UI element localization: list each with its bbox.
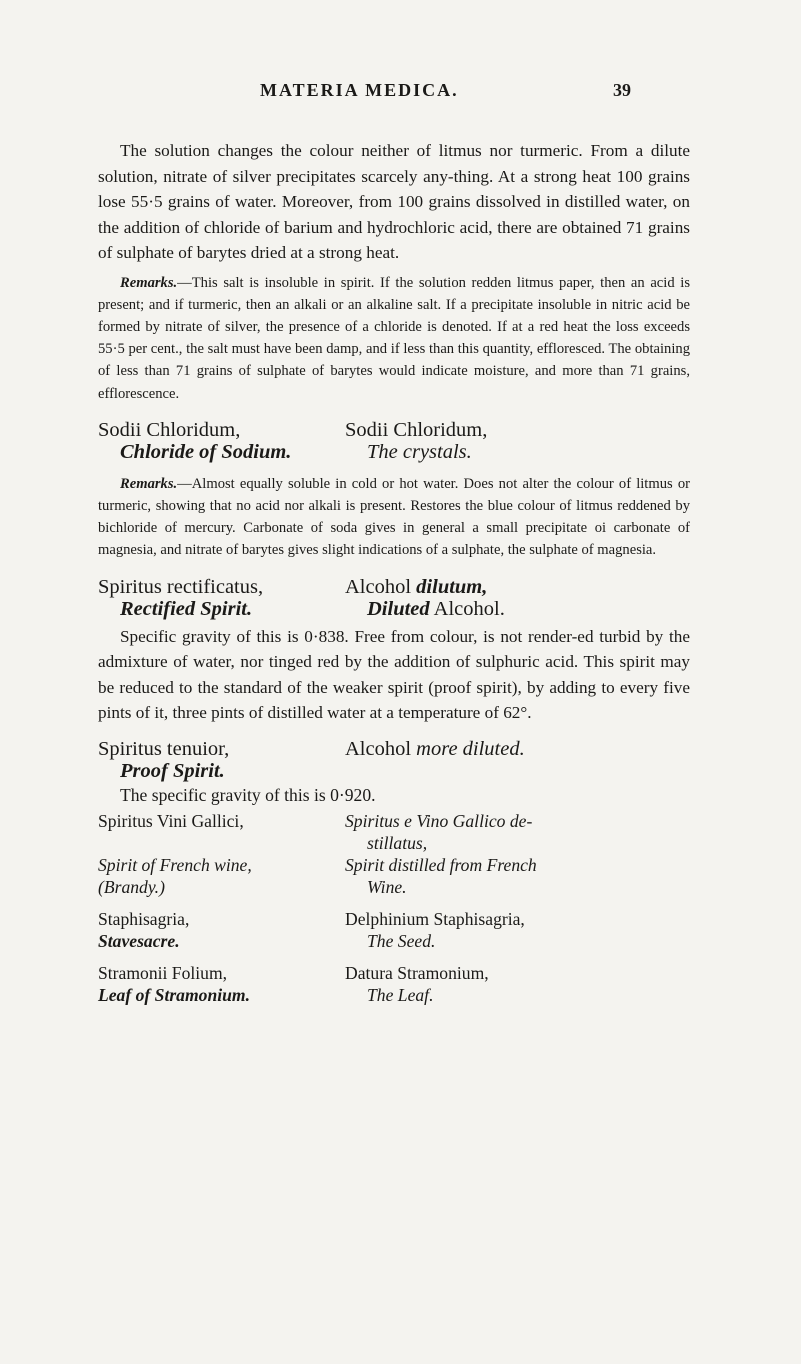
remarks-text: —This salt is insoluble in spirit. If the solution redden litmus paper, then an acid is present; and if turmeric, then an alkali or an alkaline salt. If a precipitate insoluble in nitric acid be formed by nitrate of silver, the presence of a chloride is denoted. If at a red heat the loss exceeds 55·5 per cent., the salt must have been damp, and if less than this quantity, effloresced. The obtaining of less than 71 grains of sulphate of barytes would indicate moisture, and more than 71 grains, efflorescence. [98, 274, 690, 402]
entry-english-name: Proof Spirit. [120, 759, 225, 782]
paragraph-solution: The solution changes the colour neither of litmus nor turmeric. From a dilute solution, nitrate of silver precipitates scarcely any-thing. At a strong heat 100 grains lose 55·5 grains of water. Moreover, from 100 grains dissolved in distilled water, on the addition of chloride of barium and hydrochloric acid, there are obtained 71 grains of sulphate of barytes dried at a strong heat. [98, 141, 690, 262]
entry-part: The crystals. [367, 440, 472, 463]
page-body [98, 138, 690, 1006]
entry-name: Spiritus tenuior, [98, 737, 230, 760]
list-item: Spiritus Vini Gallici, Spiritus e Vino Gallico de- stillatus, [98, 811, 533, 854]
entry-name: Spiritus rectificatus, [98, 575, 264, 598]
entry-sodii-chloridum [98, 419, 690, 463]
paragraph-specific-gravity: Specific gravity of this is 0·838. Free from colour, is not render-ed turbid by the admixture of water, nor tinged red by the addition of sulphuric acid. This spirit may be reduced to the standard of the weaker spirit (proof spirit), by adding to every five pints of it, three pints of distilled water at a temperature of 62°. [98, 626, 690, 723]
entry-name: Sodii Chloridum, [98, 418, 241, 441]
remarks-paragraph-1 [98, 272, 690, 405]
entry-spiritus-rectificatus [98, 576, 690, 620]
running-title: MATERIA MEDICA. [260, 80, 459, 100]
list-item: Staphisagria, Stavesacre. Delphinium Staphisagria, The Seed. [98, 909, 525, 952]
entry-english-name: Rectified Spirit. [120, 597, 253, 620]
remarks-text: —Almost equally soluble in cold or hot water. Does not alter the colour of litmus or turmeric, showing that no acid nor alkali is present. Restores the blue colour of litmus reddened by bichloride of mercury. Carbonate of soda gives in general a small precipitate oi carbonate of magnesia, and nitrate of barytes gives slight indications of a sulphate, the sulphate of magnesia. [98, 475, 690, 559]
entry-source: Alcohol dilutum, [345, 575, 488, 598]
entry-english-name: Chloride of Sodium. [120, 440, 292, 463]
entry-source: Alcohol more diluted. [345, 737, 525, 760]
page-number: 39 [613, 80, 631, 100]
remarks-label: Remarks. [120, 274, 178, 291]
entry-spiritus-tenuior [98, 738, 690, 782]
paragraph-proof-gravity: The specific gravity of this is 0·920. [120, 784, 376, 805]
list-item: Spirit of French wine, (Brandy.) Spirit distilled from French Wine. [98, 855, 537, 898]
entry-source: Sodii Chloridum, [345, 418, 488, 441]
entry-list [98, 810, 690, 1006]
remarks-paragraph-2 [98, 473, 690, 562]
entry-part: Diluted Alcohol. [367, 597, 505, 620]
remarks-label: Remarks. [120, 475, 178, 492]
list-item: Stramonii Folium, Leaf of Stramonium. Datura Stramonium, The Leaf. [98, 963, 489, 1006]
